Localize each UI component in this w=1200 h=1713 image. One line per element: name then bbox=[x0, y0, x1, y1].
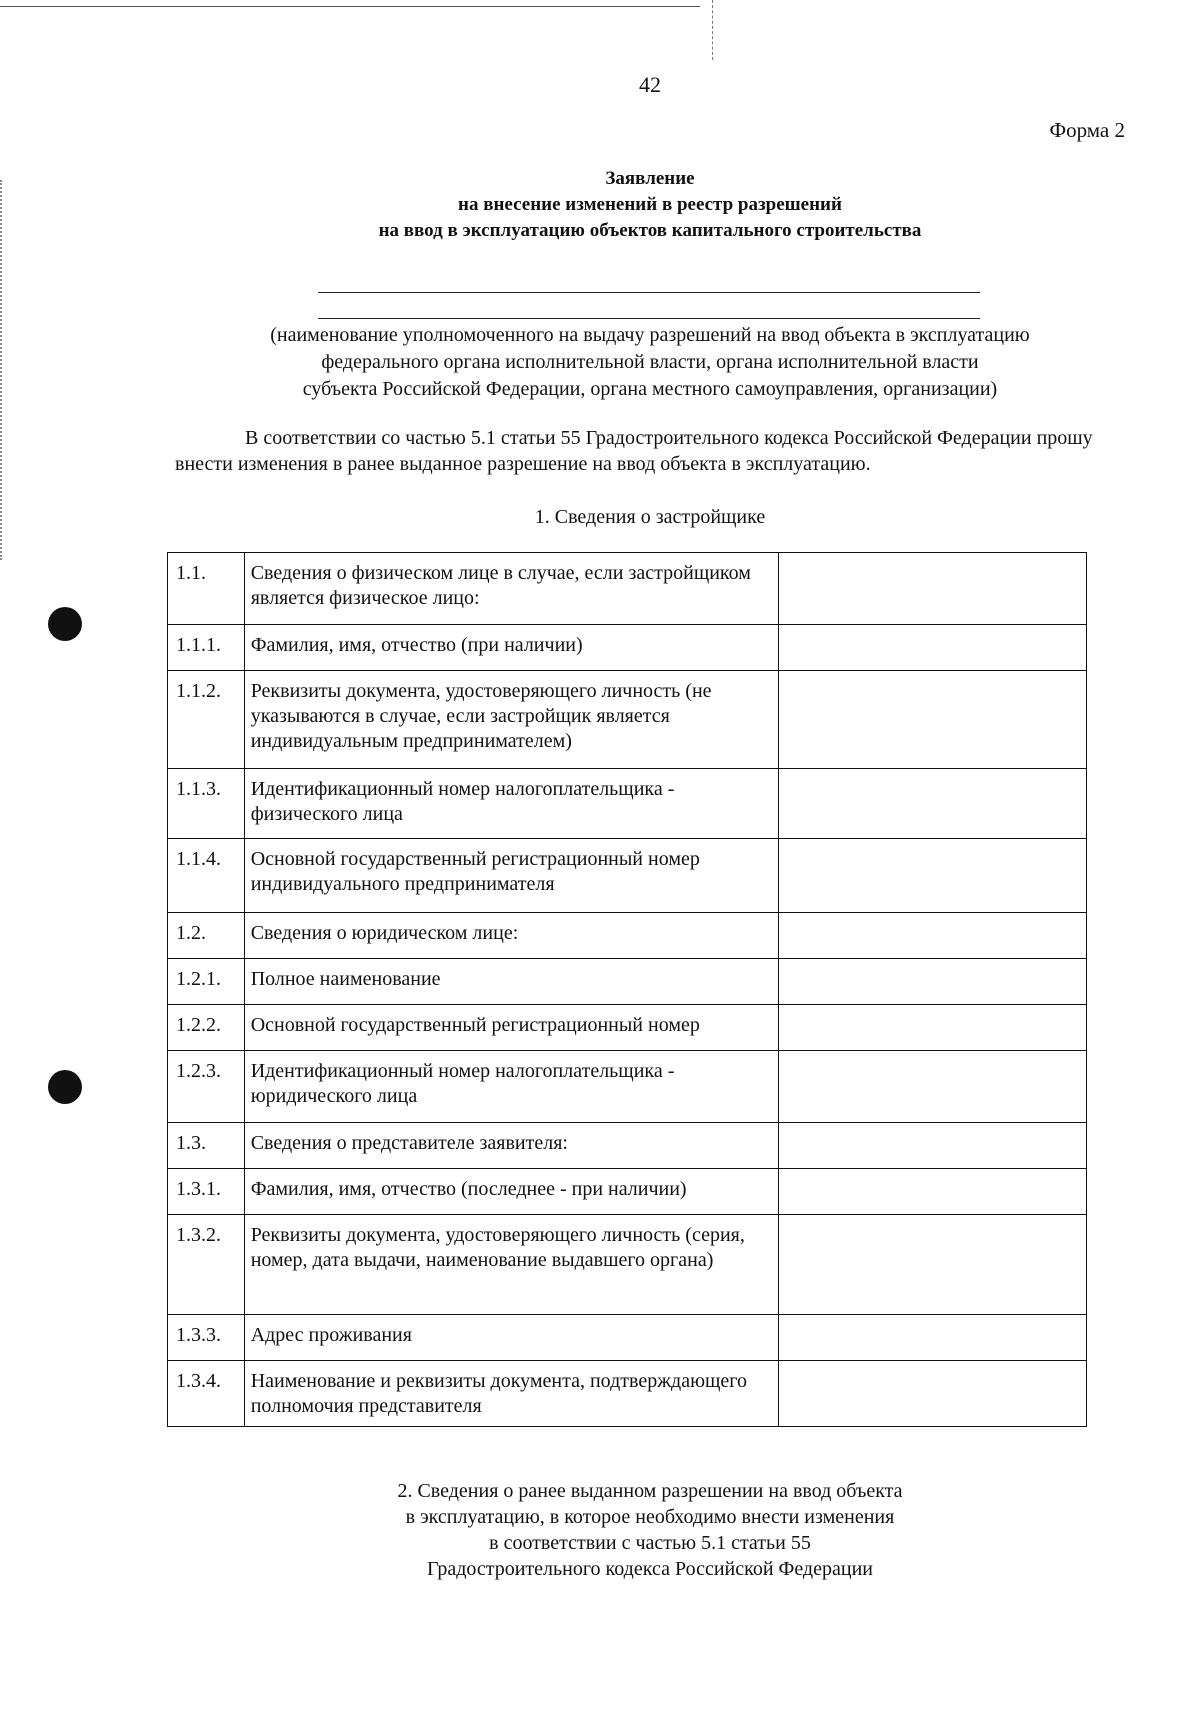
row-number: 1.3.1. bbox=[168, 1169, 245, 1215]
punch-hole bbox=[48, 1070, 82, 1104]
row-number: 1.1.4. bbox=[168, 839, 245, 913]
title-line: Заявление bbox=[605, 168, 695, 189]
section2-line: Градостроительного кодекса Российской Федерации bbox=[427, 1558, 873, 1580]
table-row bbox=[168, 959, 1087, 1005]
row-number: 1.3.4. bbox=[168, 1361, 245, 1427]
table-row bbox=[168, 1051, 1087, 1123]
table-row bbox=[168, 839, 1087, 913]
punch-hole bbox=[48, 607, 82, 641]
table-row bbox=[168, 913, 1087, 959]
table-row bbox=[168, 769, 1087, 839]
row-number: 1.3.3. bbox=[168, 1315, 245, 1361]
row-value-field[interactable] bbox=[779, 1005, 1087, 1051]
row-value-field[interactable] bbox=[779, 553, 1087, 625]
row-number: 1.2.1. bbox=[168, 959, 245, 1005]
authority-caption bbox=[200, 322, 1100, 403]
row-label: Фамилия, имя, отчество (последнее - при наличии) bbox=[244, 1169, 779, 1215]
row-number: 1.1.3. bbox=[168, 769, 245, 839]
row-label: Сведения о физическом лице в случае, если застройщиком является физическое лицо: bbox=[244, 553, 779, 625]
section2-line: в соответствии с частью 5.1 статьи 55 bbox=[489, 1532, 811, 1554]
row-label: Идентификационный номер налогоплательщика - физического лица bbox=[244, 769, 779, 839]
section2-heading bbox=[300, 1478, 1000, 1582]
caption-line: субъекта Российской Федерации, органа местного самоуправления, организации) bbox=[302, 378, 998, 400]
page-number: 42 bbox=[639, 72, 661, 97]
authority-blank-line bbox=[318, 292, 980, 293]
form-label: Форма 2 bbox=[1049, 118, 1125, 142]
row-value-field[interactable] bbox=[779, 671, 1087, 769]
row-label: Наименование и реквизиты документа, подтверждающего полномочия представителя bbox=[244, 1361, 779, 1427]
document-title bbox=[200, 166, 1100, 244]
row-number: 1.2. bbox=[168, 913, 245, 959]
row-number: 1.1.2. bbox=[168, 671, 245, 769]
row-label: Основной государственный регистрационный номер индивидуального предпринимателя bbox=[244, 839, 779, 913]
table-row bbox=[168, 1169, 1087, 1215]
table-row bbox=[168, 1005, 1087, 1051]
table-row bbox=[168, 625, 1087, 671]
row-number: 1.3.2. bbox=[168, 1215, 245, 1315]
row-value-field[interactable] bbox=[779, 769, 1087, 839]
table-row bbox=[168, 553, 1087, 625]
row-number: 1.2.2. bbox=[168, 1005, 245, 1051]
row-value-field[interactable] bbox=[779, 959, 1087, 1005]
title-line: на ввод в эксплуатацию объектов капитального строительства bbox=[378, 220, 922, 241]
row-value-field[interactable] bbox=[779, 1361, 1087, 1427]
row-value-field[interactable] bbox=[779, 625, 1087, 671]
row-label: Сведения о юридическом лице: bbox=[244, 913, 779, 959]
table-row bbox=[168, 671, 1087, 769]
table-row bbox=[168, 1361, 1087, 1427]
row-number: 1.1. bbox=[168, 553, 245, 625]
row-label: Реквизиты документа, удостоверяющего личность (серия, номер, дата выдачи, наименование выдавшего органа) bbox=[244, 1215, 779, 1315]
row-label: Полное наименование bbox=[244, 959, 779, 1005]
scan-edge-marks bbox=[0, 180, 2, 560]
table-row bbox=[168, 1215, 1087, 1315]
row-label: Сведения о представителе заявителя: bbox=[244, 1123, 779, 1169]
row-value-field[interactable] bbox=[779, 913, 1087, 959]
row-label: Реквизиты документа, удостоверяющего личность (не указываются в случае, если застройщик является индивидуальным предпринимателем) bbox=[244, 671, 779, 769]
section2-line: в эксплуатацию, в которое необходимо внести изменения bbox=[405, 1506, 895, 1528]
section1-heading: 1. Сведения о застройщике bbox=[534, 506, 766, 528]
row-label: Адрес проживания bbox=[244, 1315, 779, 1361]
table-row bbox=[168, 1315, 1087, 1361]
table-row bbox=[168, 1123, 1087, 1169]
row-value-field[interactable] bbox=[779, 1051, 1087, 1123]
top-edge-rule bbox=[0, 6, 700, 7]
row-number: 1.1.1. bbox=[168, 625, 245, 671]
row-value-field[interactable] bbox=[779, 1315, 1087, 1361]
row-number: 1.3. bbox=[168, 1123, 245, 1169]
row-value-field[interactable] bbox=[779, 1123, 1087, 1169]
developer-info-table bbox=[167, 552, 1087, 1427]
row-label: Основной государственный регистрационный номер bbox=[244, 1005, 779, 1051]
row-label: Идентификационный номер налогоплательщика - юридического лица bbox=[244, 1051, 779, 1123]
caption-line: федерального органа исполнительной власти, органа исполнительной власти bbox=[321, 351, 979, 373]
authority-blank-line bbox=[318, 318, 980, 319]
intro-paragraph: В соответствии со частью 5.1 статьи 55 Градостроительного кодекса Российской Федерации прошу внести изменения в ранее выданное разрешение на ввод объекта в эксплуатацию. bbox=[175, 427, 1093, 475]
row-number: 1.2.3. bbox=[168, 1051, 245, 1123]
fold-mark bbox=[712, 0, 713, 60]
row-value-field[interactable] bbox=[779, 839, 1087, 913]
caption-line: (наименование уполномоченного на выдачу разрешений на ввод объекта в эксплуатацию bbox=[270, 324, 1030, 346]
row-label: Фамилия, имя, отчество (при наличии) bbox=[244, 625, 779, 671]
title-line: на внесение изменений в реестр разрешений bbox=[458, 194, 842, 215]
row-value-field[interactable] bbox=[779, 1169, 1087, 1215]
row-value-field[interactable] bbox=[779, 1215, 1087, 1315]
section2-line: 2. Сведения о ранее выданном разрешении на ввод объекта bbox=[397, 1480, 903, 1502]
